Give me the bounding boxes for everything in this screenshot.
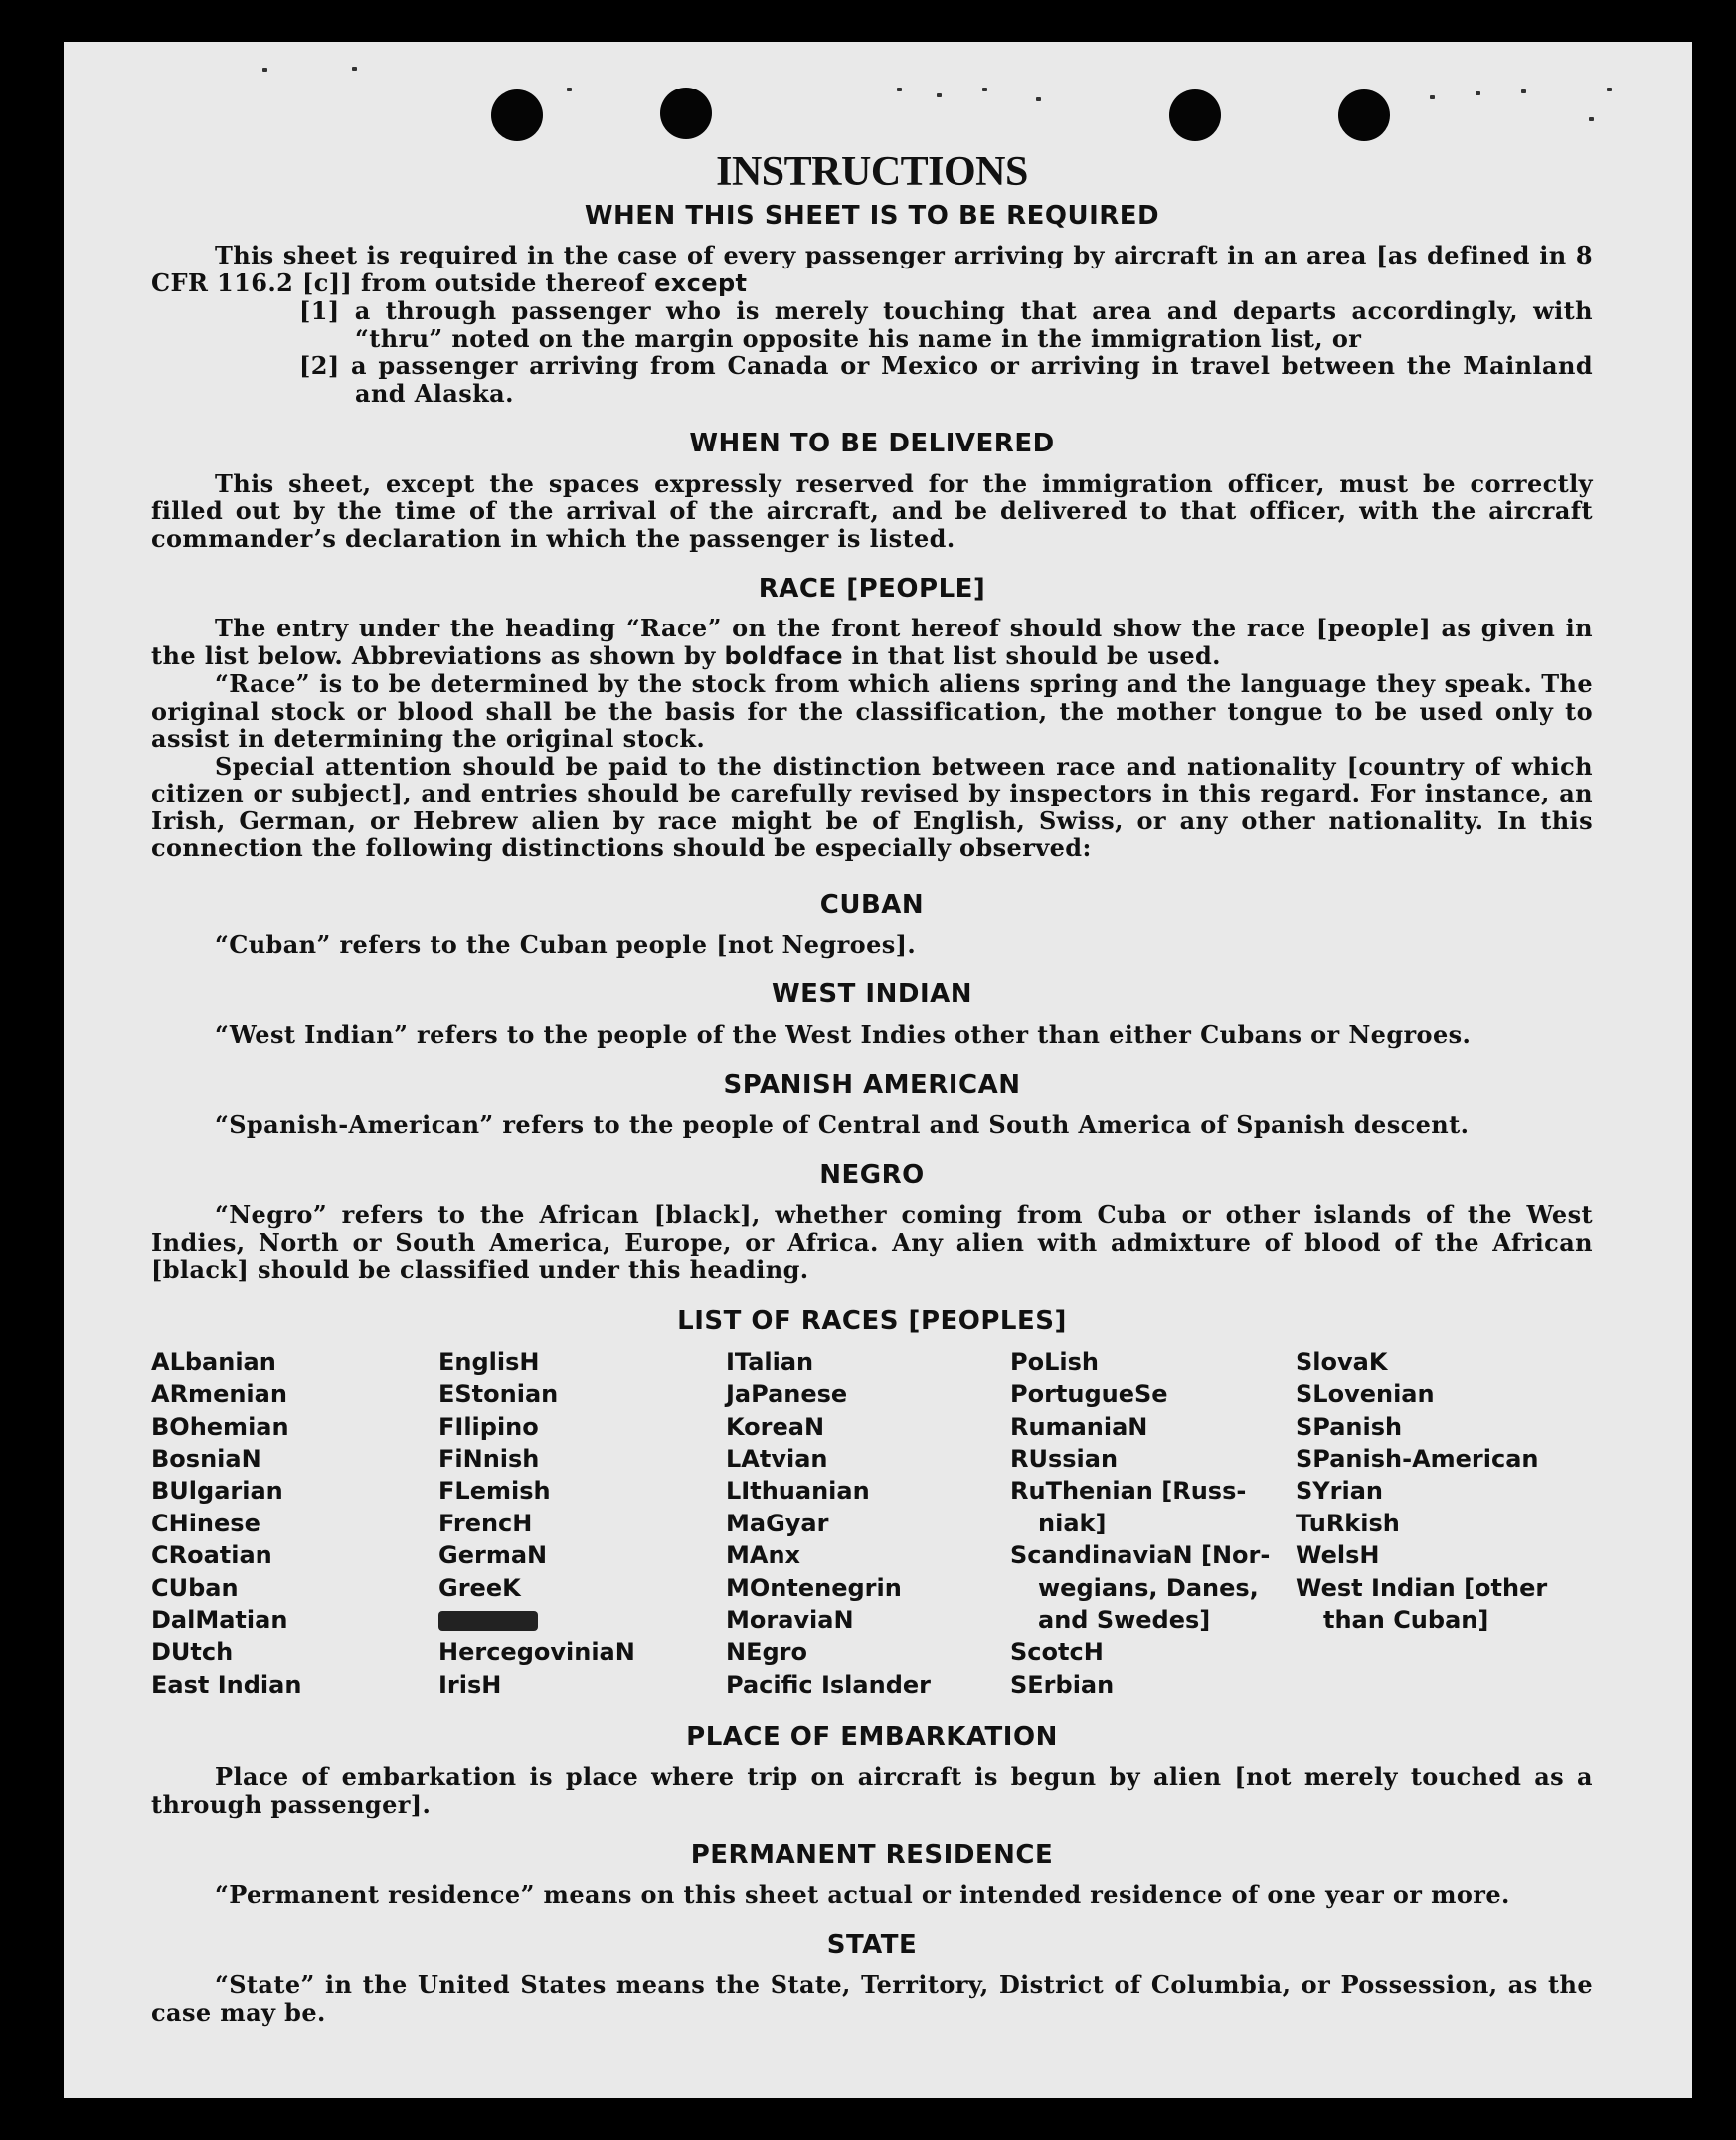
delivered-text: This sheet, except the spaces expressly reserved for the immigration officer, must be correctly filled out by the time of the arrival of the aircraft, and be delivered to that officer, with the aircraft commander’s declaration in which the passenger is listed. (151, 468, 1593, 553)
race-entry: BUlgarian (151, 1477, 283, 1506)
race-entry: HercegoviniaN (438, 1638, 635, 1667)
west-indian-text: “West Indian” refers to the people of the West Indies other than either Cubans or Negroes. (215, 1019, 1472, 1049)
race-entry: MAnx (726, 1541, 801, 1570)
speck (567, 88, 572, 91)
heading-cuban: CUBAN (819, 889, 925, 920)
spanish-american-text: “Spanish-American” refers to the people of Central and South America of Spanish descent. (215, 1110, 1470, 1140)
races-column-5 (1296, 1346, 1593, 1700)
race-entry: SErbian (1010, 1670, 1115, 1698)
negro-text: “Negro” refers to the African [black], whether coming from Cuba or other islands of the West Indies, North or South America, Europe, or Africa. Any alien with admixture of blood of the African [black] should be classified under this heading. (151, 1200, 1593, 1284)
heading-permanent-residence: PERMANENT RESIDENCE (690, 1840, 1054, 1871)
race-entry: LAtvian (726, 1444, 828, 1473)
speck (1589, 117, 1594, 121)
speck (1036, 97, 1041, 101)
race-entry: EStonian (438, 1380, 559, 1409)
race-entry: ScandinaviaN [Nor- (1010, 1541, 1271, 1570)
race-entry: MOntenegrin (726, 1573, 902, 1602)
race-entry: NEgro (726, 1638, 807, 1667)
race-paragraph-2: “Race” is to be determined by the stock from which aliens spring and the language they speak. The original stock or blood shall be the basis for the classification, the mother tongue to be used only to assist in determining the original stock. (151, 669, 1593, 754)
speck (1430, 95, 1435, 99)
speck (937, 93, 942, 97)
state-text: “State” in the United States means the State, Territory, District of Columbia, or Possession, as the case may be. (151, 1970, 1593, 2027)
race-entry: ALbanian (151, 1347, 276, 1376)
race-entry: SlovaK (1296, 1347, 1388, 1376)
race-entry: GermaN (438, 1541, 548, 1570)
heading-list-of-races: LIST OF RACES [PEOPLES] (677, 1305, 1067, 1336)
race-entry-continued: than Cuban] (1323, 1605, 1489, 1634)
race-entry: ARmenian (151, 1380, 287, 1409)
required-intro: This sheet is required in the case of every passenger arriving by aircraft in an area [as defined in 8 CFR 116.2 [c]] from outside thereof except (151, 241, 1593, 297)
speck (897, 88, 902, 91)
speck (262, 68, 267, 72)
heading-spanish-american: SPANISH AMERICAN (723, 1070, 1021, 1101)
race-entry: SPanish (1296, 1412, 1403, 1441)
race-entry: SYrian (1296, 1477, 1384, 1506)
race-entry: TuRkish (1296, 1509, 1400, 1537)
heading-state: STATE (826, 1930, 918, 1961)
race-entry: IrisH (438, 1670, 502, 1698)
heading-negro: NEGRO (819, 1159, 925, 1190)
page-title: INSTRUCTIONS (716, 149, 1028, 195)
race-entry: FIlipino (438, 1412, 539, 1441)
race-entry: RUssian (1010, 1444, 1119, 1473)
race-entry: EnglisH (438, 1347, 540, 1376)
instructions-content (151, 149, 1593, 2026)
required-item-2: [2] a passenger arriving from Canada or Mexico or arriving in travel between the Mainland and Alaska. (299, 351, 1593, 408)
race-paragraph-3: Special attention should be paid to the distinction between race and nationality [country of which citizen or subject], and entries should be carefully revised by inspectors in this regard. For instance, an Irish, German, or Hebrew alien by race might be of English, Swiss, or any other nationality. In this connection the following distinctions should be especially observed: (151, 751, 1593, 863)
heading-place-of-embarkation: PLACE OF EMBARKATION (686, 1722, 1058, 1753)
speck (352, 67, 357, 71)
heading-when-delivered: WHEN TO BE DELIVERED (689, 429, 1055, 459)
race-entry: SLovenian (1296, 1380, 1435, 1409)
races-column-3 (726, 1346, 1010, 1700)
embarkation-text: Place of embarkation is place where trip on aircraft is begun by alien [not merely touched as a through passenger]. (151, 1762, 1593, 1819)
race-paragraph-1: The entry under the heading “Race” on the front hereof should show the race [people] as given in the list below. Abbreviations as shown by boldface in that list should be used. (151, 614, 1593, 670)
races-column-1 (151, 1346, 438, 1700)
race-entry: BosniaN (151, 1444, 261, 1473)
race-entry: CHinese (151, 1509, 260, 1537)
speck (982, 88, 987, 91)
race-entry: ScotcH (1010, 1638, 1104, 1667)
race-entry: East Indian (151, 1670, 302, 1698)
race-entry: LIthuanian (726, 1477, 870, 1506)
race-entry-continued: niak] (1038, 1509, 1107, 1537)
race-entry: RuThenian [Russ- (1010, 1477, 1247, 1506)
race-entry: FrencH (438, 1509, 533, 1537)
race-entry: Pacific Islander (726, 1670, 931, 1698)
speck (1607, 88, 1612, 91)
race-entry: West Indian [other (1296, 1573, 1548, 1602)
race-entry-continued: and Swedes] (1038, 1605, 1211, 1634)
emphasis-except: except (654, 268, 748, 297)
document-page (64, 42, 1692, 2098)
race-entry: KoreaN (726, 1412, 825, 1441)
race-entry: CUban (151, 1573, 239, 1602)
race-entry: FLemish (438, 1477, 551, 1506)
residence-text: “Permanent residence” means on this sheet actual or intended residence of one year or more. (215, 1879, 1510, 1909)
race-entry: BOhemian (151, 1412, 289, 1441)
punch-hole (660, 88, 712, 139)
race-entry: PoLish (1010, 1347, 1099, 1376)
speck (1521, 89, 1526, 93)
punch-hole (491, 89, 543, 141)
heading-west-indian: WEST INDIAN (771, 980, 973, 1010)
race-entry: DalMatian (151, 1605, 288, 1634)
races-column-2 (438, 1346, 726, 1700)
race-entry: MaGyar (726, 1509, 829, 1537)
races-table (151, 1346, 1593, 1700)
race-entry: MoraviaN (726, 1605, 854, 1634)
cuban-text: “Cuban” refers to the Cuban people [not Negroes]. (215, 929, 917, 959)
race-entry: RumaniaN (1010, 1412, 1148, 1441)
race-entry: PortugueSe (1010, 1380, 1168, 1409)
emphasis-boldface: boldface (724, 641, 843, 670)
heading-when-required: WHEN THIS SHEET IS TO BE REQUIRED (584, 201, 1160, 232)
ink-blot (438, 1611, 538, 1631)
punch-hole (1169, 89, 1221, 141)
required-item-1: [1] a through passenger who is merely touching that area and departs accordingly, with “thru” noted on the margin opposite his name in the immigration list, or (299, 296, 1593, 353)
race-entry: ITalian (726, 1347, 814, 1376)
race-entry: FiNnish (438, 1444, 540, 1473)
race-entry: WelsH (1296, 1541, 1380, 1570)
speck (1476, 91, 1480, 95)
race-entry: GreeK (438, 1573, 521, 1602)
race-entry-continued: wegians, Danes, (1038, 1573, 1259, 1602)
race-entry: SPanish-American (1296, 1444, 1539, 1473)
race-entry-redacted (438, 1604, 726, 1636)
punch-hole (1338, 89, 1390, 141)
heading-race: RACE [PEOPLE] (758, 574, 986, 605)
race-entry: DUtch (151, 1638, 234, 1667)
race-entry: JaPanese (726, 1380, 848, 1409)
race-entry: CRoatian (151, 1541, 272, 1570)
races-column-4 (1010, 1346, 1296, 1700)
